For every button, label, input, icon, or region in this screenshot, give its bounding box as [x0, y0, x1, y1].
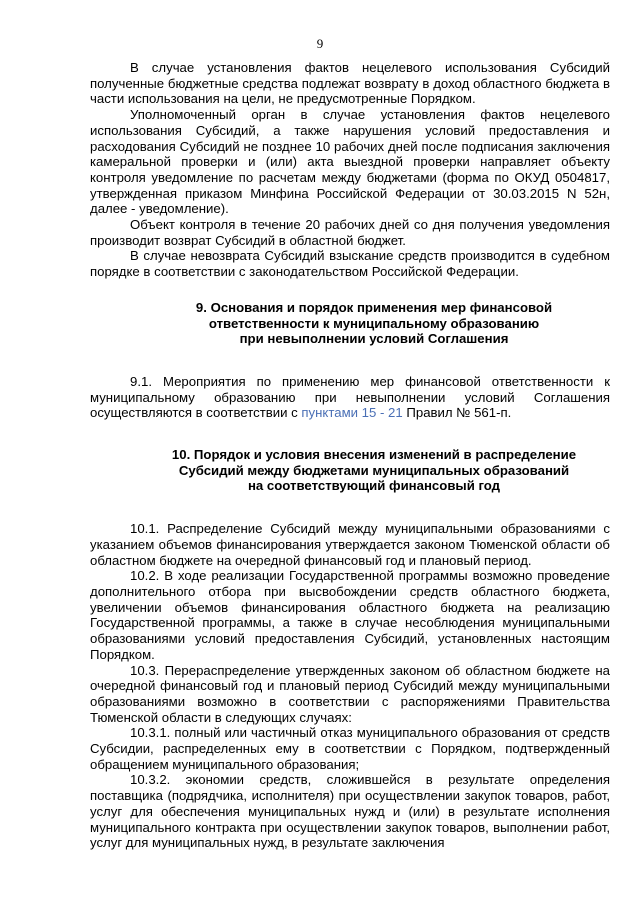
paragraph-10-1: 10.1. Распределение Субсидий между муниципальными образованиями с указанием объемов финансирования утверждается законом Тюменской области об областном бюджете на очередной финансовый год и плановый период.: [90, 521, 610, 568]
document-body: [90, 60, 610, 851]
heading-line: при невыполнении условий Соглашения: [239, 331, 509, 347]
paragraph-10-3-2: 10.3.2. экономии средств, сложившейся в результате определения поставщика (подрядчика, исполнителя) при осуществлении закупок товаров, работ, услуг для обеспечения муниципальных нужд и (или) в результате исполнения муниципального контракта при осуществлении закупок товаров, выполнении работ, услуг для муниципальных нужд, в результате заключения: [90, 772, 610, 851]
paragraph: В случае установления фактов нецелевого использования Субсидий полученные бюджетные средства подлежат возврату в доход областного бюджета в части использования на цели, не предусмотренные Порядком.: [90, 60, 610, 107]
paragraph-10-3: 10.3. Перераспределение утвержденных законом об областном бюджете на очередной финансовый год и плановый период Субсидий между муниципальными образованиями возможно в соответствии с распоряжениями Правительства Тюменской области в следующих случаях:: [90, 662, 610, 725]
rules-points-link[interactable]: пунктами 15 - 21: [301, 405, 403, 421]
paragraph: В случае невозврата Субсидий взыскание средств производится в судебном порядке в соответствии с законодательством Российской Федерации.: [90, 248, 610, 280]
section-10-heading: [90, 447, 610, 494]
paragraph: Объект контроля в течение 20 рабочих дней со дня получения уведомления производит возврат Субсидий в областной бюджет.: [90, 217, 610, 248]
paragraph-text: 9.1. Мероприятия по применению мер финансовой ответственности к муниципальному образованию при невыполнении условий Соглашения осуществляются в соответствии с: [90, 373, 610, 421]
heading-line: Субсидий между бюджетами муниципальных образований: [178, 462, 570, 478]
heading-line: на соответствующий финансовый год: [247, 478, 501, 494]
paragraph-9-1: [90, 374, 610, 421]
heading-line: 10. Порядок и условия внесения изменений в распределение: [171, 447, 577, 463]
paragraph-text: Правил № 561-п.: [402, 405, 512, 421]
section-9-heading: [90, 300, 610, 347]
page-number: 9: [316, 36, 324, 51]
paragraph-10-3-1: 10.3.1. полный или частичный отказ муниципального образования от средств Субсидии, распределенных ему в соответствии с Порядком, подтвержденный обращением муниципального образования;: [90, 725, 610, 772]
paragraph: Уполномоченный орган в случае установления фактов нецелевого использования Субсидий, а также нарушения условий предоставления и расходования Субсидий не позднее 10 рабочих дней после подписания заключения камеральной проверки и (или) акта выездной проверки направляет объекту контроля уведомление по расчетам между бюджетами (форма по ОКУД 0504817, утвержденная приказом Минфина Российской Федерации от 30.03.2015 N 52н, далее - уведомление).: [90, 107, 610, 217]
paragraph-10-2: 10.2. В ходе реализации Государственной программы возможно проведение дополнительного отбора при высвобождении средств областного бюджета, увеличении объемов финансирования областного бюджета на реализацию Государственной программы, а также в случае несоблюдения муниципальными образованиями условий предоставления Субсидий, установленных настоящим Порядком.: [90, 568, 610, 662]
heading-line: ответственности к муниципальному образованию: [208, 315, 540, 331]
heading-line: 9. Основания и порядок применения мер финансовой: [195, 299, 553, 315]
